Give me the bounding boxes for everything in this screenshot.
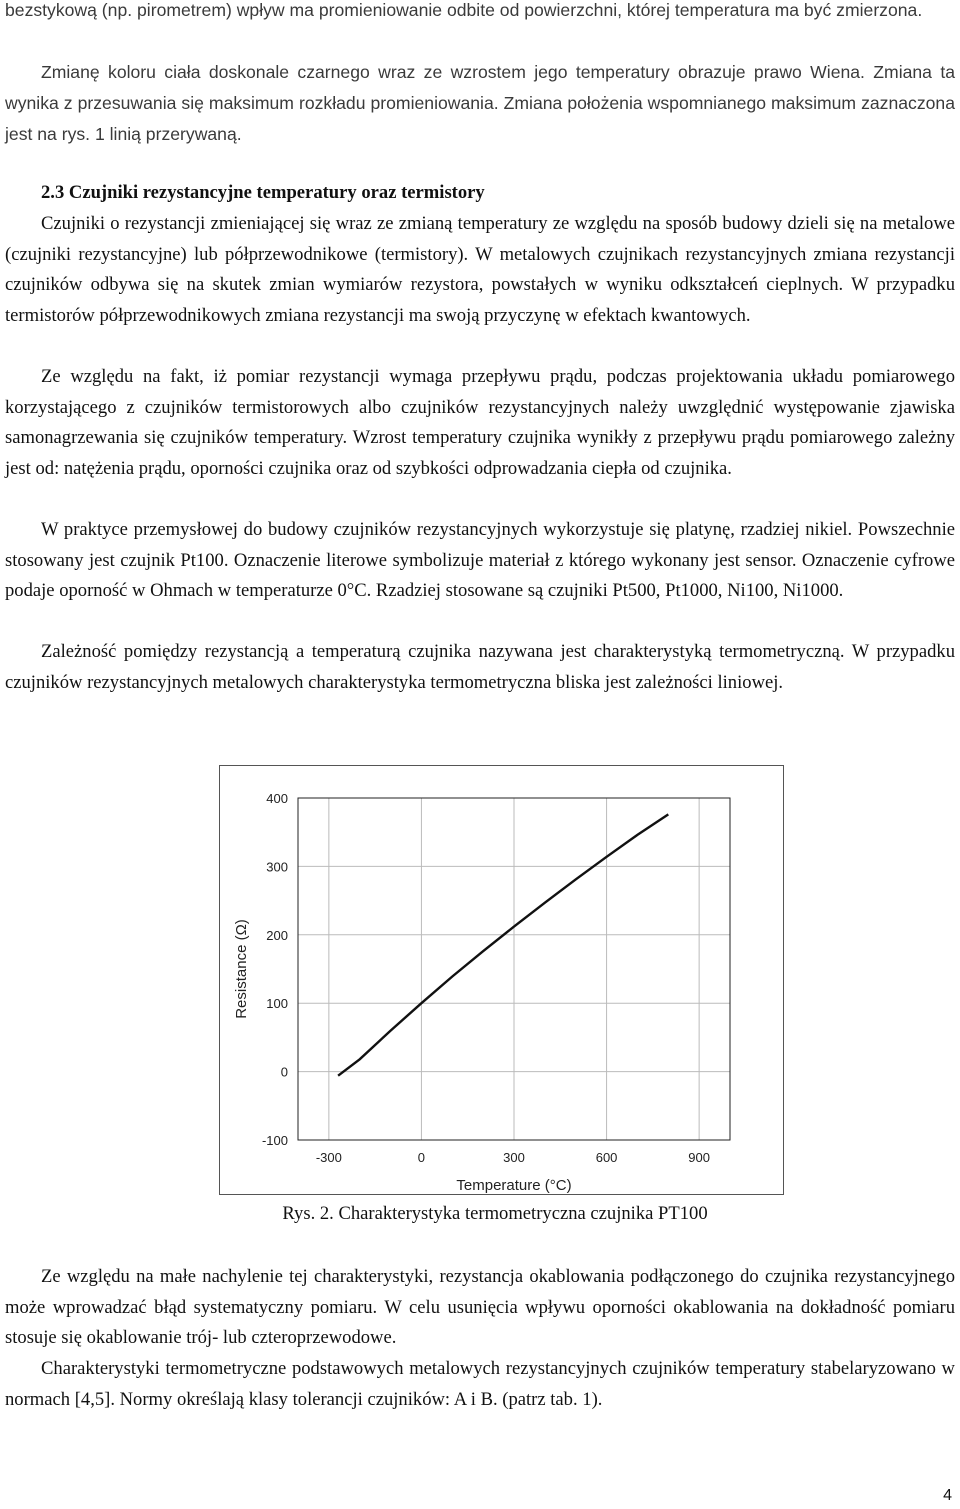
x-tick-label: 600 [595, 1150, 618, 1165]
x-tick-label: 0 [417, 1150, 426, 1165]
paragraph-standards: Charakterystyki termometryczne podstawowych metalowych rezystancyjnych czujników temperatury stabelaryzowano w normach [4,5]. Normy określają klasy tolerancji czujników: A i B. (patrz tab. 1). [5, 1358, 955, 1410]
y-tick-label: 100 [266, 996, 288, 1012]
paragraph-self-heating: Ze względu na fakt, iż pomiar rezystancji wymaga przepływu prądu, podczas projektowania układu pomiarowego korzystającego z czujników termistorowych albo czujników rezystancyjnych należy uwzględnić występowanie zjawiska samonagrzewania się czujników temperatury. Wzrost temperatury czujnika wynikły z przepływu prądu pomiarowego zależny jest od: natężenia prądu, oporności czujnika oraz od szybkości odprowadzania ciepła od czujnika. [5, 366, 955, 479]
y-tick-label: -100 [261, 1133, 288, 1148]
paragraph-platinum: W praktyce przemysłowej do budowy czujników rezystancyjnych wykorzystuje się platynę, rzadziej nikiel. Powszechnie stosowany jest czujnik Pt100. Oznaczenie literowe symbolizuje materiał z którego wykonany jest sensor. Oznaczenie cyfrowe podaje oporność w Ohmach w temperaturze 0°C. Rzadziej stosowane są czujniki Pt500, Pt1000, Ni100, Ni1000. [5, 519, 955, 601]
x-tick-label: 300 [503, 1150, 525, 1165]
page-number: 4 [943, 1487, 952, 1504]
resistance-series-line [338, 814, 668, 1075]
y-axis-label: Resistance (Ω) [233, 919, 250, 1019]
paragraph-wiring: Ze względu na małe nachylenie tej charakterystyki, rezystancja okablowania podłączonego do czujnika rezystancyjnego może wprowadzać błąd systematyczny pomiaru. W celu usunięcia wpływu oporności okablowania na dokładność pomiaru stosuje się okablowanie trój- lub czteroprzewodowe. [5, 1266, 955, 1348]
x-tick-label: 900 [688, 1150, 710, 1165]
paragraph-sensor-types: Czujniki o rezystancji zmieniającej się wraz ze zmianą temperatury ze względu na sposób budowy dzieli się na metalowe (czujniki rezystancyjne) lub półprzewodnikowe (termistory). W metalowych czujnikach rezystancyjnych zmiana rezystancji czujników odbywa się na skutek zmian wymiarów rezystora, powstałych w wyniku odkształceń cieplnych. W przypadku termistorów półprzewodnikowych zmiana rezystancji ma swoją przyczynę w efektach kwantowych. [5, 213, 955, 326]
x-tick-label: -300 [315, 1150, 342, 1165]
pt100-chart [219, 765, 784, 1195]
y-tick-label: 300 [266, 859, 288, 875]
y-tick-label: 400 [266, 791, 288, 806]
x-axis-label: Temperature (°C) [456, 1177, 572, 1193]
chart-svg [220, 766, 782, 1193]
figure-caption: Rys. 2. Charakterystyka termometryczna czujnika PT100 [282, 1203, 708, 1224]
y-tick-label: 0 [280, 1064, 288, 1080]
paragraph-wien: Zmianę koloru ciała doskonale czarnego wraz ze wzrostem jego temperatury obrazuje prawo Wiena. Zmiana ta wynika z przesuwania się maksimum rozkładu promieniowania. Zmiana położenia wspomnianego maksimum zaznaczona jest na rys. 1 linią przerywaną. [5, 62, 955, 144]
section-heading: 2.3 Czujniki rezystancyjne temperatury oraz termistory [41, 182, 485, 203]
y-tick-label: 200 [266, 927, 288, 943]
paragraph-continuation: bezstykową (np. pirometrem) wpływ ma promieniowanie odbite od powierzchni, której temperatura ma być zmierzona. [5, 0, 923, 20]
paragraph-characteristic: Zależność pomiędzy rezystancją a temperaturą czujnika nazywana jest charakterystyką termometryczną. W przypadku czujników rezystancyjnych metalowych charakterystyka termometryczna bliska jest zależności liniowej. [5, 641, 955, 693]
